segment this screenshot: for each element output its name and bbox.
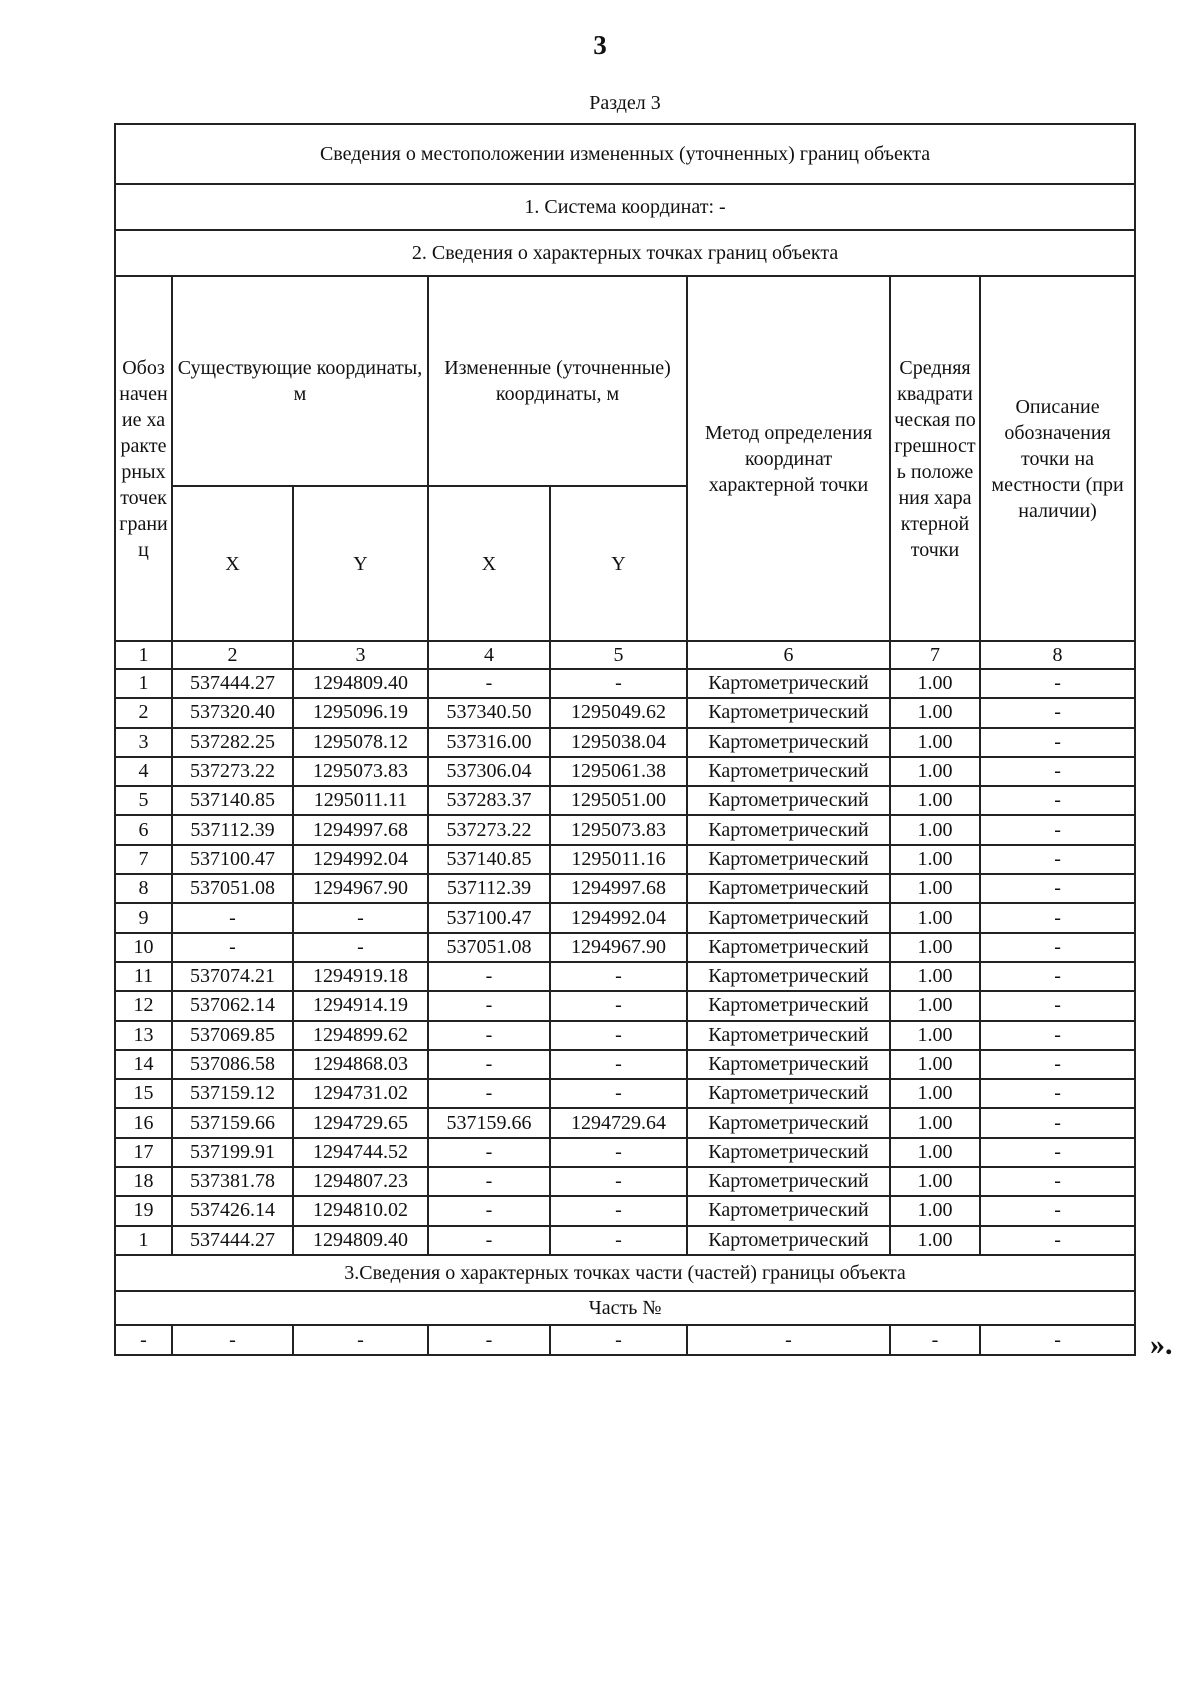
table-cell: 1294997.68 — [293, 815, 428, 844]
table-cell: Картометрический — [687, 1050, 890, 1079]
table-cell: 1295078.12 — [293, 728, 428, 757]
table-row — [115, 845, 1135, 874]
table-cell: 1294868.03 — [293, 1050, 428, 1079]
table-cell: - — [980, 1021, 1135, 1050]
table-cell: 537051.08 — [172, 874, 293, 903]
table-cell: - — [980, 1108, 1135, 1137]
table-cell: - — [428, 991, 550, 1020]
table-cell: - — [428, 962, 550, 991]
table-cell: Картометрический — [687, 991, 890, 1020]
coord-system-line: 1. Система координат: - — [115, 184, 1135, 230]
table-cell: 1295051.00 — [550, 786, 687, 815]
table-cell: 537381.78 — [172, 1167, 293, 1196]
table-cell: - — [980, 903, 1135, 932]
table-cell: Картометрический — [687, 1021, 890, 1050]
table-cell: - — [980, 1226, 1135, 1255]
table-cell: 1 — [115, 1226, 172, 1255]
table-cell: 1.00 — [890, 815, 980, 844]
table-cell: 537069.85 — [172, 1021, 293, 1050]
table-cell: - — [550, 669, 687, 698]
table-cell: Картометрический — [687, 933, 890, 962]
table-cell: 14 — [115, 1050, 172, 1079]
table-cell: - — [980, 815, 1135, 844]
table-cell: - — [980, 728, 1135, 757]
table-cell: - — [428, 1325, 550, 1355]
column-number-row — [115, 641, 1135, 669]
column-number: 6 — [687, 641, 890, 669]
table-cell: 6 — [115, 815, 172, 844]
table-cell: 1294997.68 — [550, 874, 687, 903]
column-number: 1 — [115, 641, 172, 669]
table-cell: - — [980, 1079, 1135, 1108]
table-cell: 1295096.19 — [293, 698, 428, 727]
table-cell: 1.00 — [890, 1050, 980, 1079]
table-cell: 1.00 — [890, 728, 980, 757]
table-cell: - — [890, 1325, 980, 1355]
table-cell: 7 — [115, 845, 172, 874]
table-cell: 537283.37 — [428, 786, 550, 815]
table-cell: - — [428, 1050, 550, 1079]
table-cell: 1.00 — [890, 757, 980, 786]
table-cell: - — [550, 1138, 687, 1167]
table-row — [115, 669, 1135, 698]
table-cell: 537282.25 — [172, 728, 293, 757]
table-cell: Картометрический — [687, 698, 890, 727]
table-cell: 537112.39 — [172, 815, 293, 844]
table-cell: - — [980, 1325, 1135, 1355]
table-cell: 537426.14 — [172, 1196, 293, 1225]
table-cell: 1.00 — [890, 933, 980, 962]
table-cell: - — [980, 933, 1135, 962]
table-cell: 1294914.19 — [293, 991, 428, 1020]
table-row — [115, 962, 1135, 991]
header-changed-x: X — [428, 486, 550, 641]
table-row — [115, 874, 1135, 903]
table-cell: Картометрический — [687, 962, 890, 991]
table-cell: 12 — [115, 991, 172, 1020]
table-cell: 1.00 — [890, 786, 980, 815]
table-title: Сведения о местоположении измененных (уточненных) границ объекта — [115, 124, 1135, 184]
table-cell: - — [428, 1226, 550, 1255]
table-cell: Картометрический — [687, 1138, 890, 1167]
table-cell: 1294992.04 — [293, 845, 428, 874]
table-cell: 1294810.02 — [293, 1196, 428, 1225]
table-cell: 18 — [115, 1167, 172, 1196]
table-cell: Картометрический — [687, 874, 890, 903]
table-cell: 537320.40 — [172, 698, 293, 727]
header-rmse: Средняя квадратическая погрешность положения характерной точки — [890, 276, 980, 641]
table-cell: 11 — [115, 962, 172, 991]
table-cell: - — [428, 1167, 550, 1196]
table-cell: - — [550, 1167, 687, 1196]
table-cell: - — [980, 698, 1135, 727]
table-cell: 537062.14 — [172, 991, 293, 1020]
table-cell: - — [980, 669, 1135, 698]
table-cell: 1.00 — [890, 1108, 980, 1137]
table-cell: - — [550, 1325, 687, 1355]
table-cell: 15 — [115, 1079, 172, 1108]
table-row — [115, 1138, 1135, 1167]
parts-heading: 3.Сведения о характерных точках части (частей) границы объекта — [115, 1255, 1135, 1291]
table-cell: Картометрический — [687, 757, 890, 786]
table-cell: 1294731.02 — [293, 1079, 428, 1108]
column-number: 5 — [550, 641, 687, 669]
table-cell: Картометрический — [687, 903, 890, 932]
table-cell: 1.00 — [890, 874, 980, 903]
table-cell: Картометрический — [687, 1108, 890, 1137]
table-cell: - — [687, 1325, 890, 1355]
table-cell: 1.00 — [890, 669, 980, 698]
table-cell: - — [980, 1138, 1135, 1167]
table-cell: Картометрический — [687, 786, 890, 815]
table-cell: - — [550, 1079, 687, 1108]
header-existing-coords: Существующие координаты, м — [172, 276, 428, 486]
header-point-designation: Обозначение характерных точек границ — [115, 276, 172, 641]
table-cell: 1294967.90 — [293, 874, 428, 903]
table-cell: - — [293, 1325, 428, 1355]
table-cell: - — [980, 786, 1135, 815]
table-cell: Картометрический — [687, 815, 890, 844]
table-cell: - — [550, 991, 687, 1020]
column-number: 4 — [428, 641, 550, 669]
table-cell: - — [980, 845, 1135, 874]
table-cell: - — [980, 874, 1135, 903]
table-cell: - — [172, 933, 293, 962]
column-number: 8 — [980, 641, 1135, 669]
table-cell: 1295073.83 — [293, 757, 428, 786]
table-cell: 10 — [115, 933, 172, 962]
column-number: 7 — [890, 641, 980, 669]
table-cell: 19 — [115, 1196, 172, 1225]
table-cell: - — [428, 669, 550, 698]
table-cell: 1 — [115, 669, 172, 698]
table-cell: 1294809.40 — [293, 669, 428, 698]
table-cell: 537306.04 — [428, 757, 550, 786]
table-row — [115, 1079, 1135, 1108]
table-cell: 537112.39 — [428, 874, 550, 903]
closing-quote-mark: ». — [1150, 1328, 1173, 1361]
table-row — [115, 1021, 1135, 1050]
table-cell: Картометрический — [687, 1196, 890, 1225]
table-cell: 537340.50 — [428, 698, 550, 727]
table-cell: 17 — [115, 1138, 172, 1167]
table-cell: Картометрический — [687, 1167, 890, 1196]
table-cell: 537140.85 — [172, 786, 293, 815]
table-cell: 1.00 — [890, 962, 980, 991]
header-description: Описание обозначения точки на местности (при наличии) — [980, 276, 1135, 641]
header-existing-x: X — [172, 486, 293, 641]
table-cell: 1294729.64 — [550, 1108, 687, 1137]
table-row — [115, 933, 1135, 962]
table-cell: - — [172, 903, 293, 932]
table-row — [115, 815, 1135, 844]
table-cell: 1.00 — [890, 1167, 980, 1196]
table-cell: 537273.22 — [172, 757, 293, 786]
table-cell: 537074.21 — [172, 962, 293, 991]
table-cell: - — [293, 903, 428, 932]
page-number: 3 — [593, 30, 607, 60]
table-cell: 1295011.11 — [293, 786, 428, 815]
table-cell: - — [428, 1196, 550, 1225]
table-cell: 537140.85 — [428, 845, 550, 874]
table-cell: Картометрический — [687, 845, 890, 874]
table-cell: 1294919.18 — [293, 962, 428, 991]
table-cell: 9 — [115, 903, 172, 932]
table-cell: - — [980, 1167, 1135, 1196]
table-cell: 5 — [115, 786, 172, 815]
table-cell: 1.00 — [890, 1021, 980, 1050]
table-row — [115, 903, 1135, 932]
table-cell: 1294729.65 — [293, 1108, 428, 1137]
column-number: 3 — [293, 641, 428, 669]
table-cell: - — [980, 991, 1135, 1020]
table-cell: 537444.27 — [172, 1226, 293, 1255]
table-cell: - — [172, 1325, 293, 1355]
header-changed-y: Y — [550, 486, 687, 641]
table-cell: 1294809.40 — [293, 1226, 428, 1255]
table-cell: 16 — [115, 1108, 172, 1137]
table-cell: 1294992.04 — [550, 903, 687, 932]
table-cell: 537159.66 — [172, 1108, 293, 1137]
table-cell: - — [980, 1196, 1135, 1225]
table-row — [115, 698, 1135, 727]
table-row — [115, 991, 1135, 1020]
table-cell: 1295038.04 — [550, 728, 687, 757]
table-cell: - — [428, 1138, 550, 1167]
table-row — [115, 1196, 1135, 1225]
table-cell: 1.00 — [890, 698, 980, 727]
table-cell: 1295011.16 — [550, 845, 687, 874]
table-cell: 537273.22 — [428, 815, 550, 844]
table-cell: 2 — [115, 698, 172, 727]
table-cell: 537086.58 — [172, 1050, 293, 1079]
table-cell: - — [980, 962, 1135, 991]
table-cell: - — [550, 1226, 687, 1255]
header-changed-coords: Измененные (уточненные) координаты, м — [428, 276, 687, 486]
table-cell: 8 — [115, 874, 172, 903]
table-cell: 1.00 — [890, 903, 980, 932]
part-empty-row — [115, 1325, 1135, 1355]
table-cell: - — [550, 1196, 687, 1225]
column-number: 2 — [172, 641, 293, 669]
table-row — [115, 1050, 1135, 1079]
table-cell: 3 — [115, 728, 172, 757]
table-cell: - — [428, 1079, 550, 1108]
table-cell: 537316.00 — [428, 728, 550, 757]
table-cell: 1294899.62 — [293, 1021, 428, 1050]
table-cell: 1295061.38 — [550, 757, 687, 786]
points-heading: 2. Сведения о характерных точках границ объекта — [115, 230, 1135, 276]
table-row — [115, 757, 1135, 786]
table-cell: - — [980, 1050, 1135, 1079]
table-cell: 537199.91 — [172, 1138, 293, 1167]
table-cell: 537100.47 — [172, 845, 293, 874]
table-cell: 1.00 — [890, 1079, 980, 1108]
table-cell: 1.00 — [890, 1196, 980, 1225]
table-cell: 537051.08 — [428, 933, 550, 962]
table-cell: 1.00 — [890, 1226, 980, 1255]
table-cell: - — [115, 1325, 172, 1355]
table-cell: - — [550, 962, 687, 991]
table-cell: 537100.47 — [428, 903, 550, 932]
table-cell: - — [550, 1050, 687, 1079]
table-cell: 4 — [115, 757, 172, 786]
table-cell: - — [293, 933, 428, 962]
table-cell: Картометрический — [687, 728, 890, 757]
table-row — [115, 1226, 1135, 1255]
table-row — [115, 728, 1135, 757]
table-cell: 1295073.83 — [550, 815, 687, 844]
table-cell: 1.00 — [890, 845, 980, 874]
table-cell: 1294967.90 — [550, 933, 687, 962]
boundary-points-table — [114, 123, 1136, 1356]
table-row — [115, 1108, 1135, 1137]
table-cell: Картометрический — [687, 669, 890, 698]
table-cell: 537159.66 — [428, 1108, 550, 1137]
table-cell: Картометрический — [687, 1226, 890, 1255]
table-row — [115, 1167, 1135, 1196]
table-cell: 1295049.62 — [550, 698, 687, 727]
table-cell: 13 — [115, 1021, 172, 1050]
table-cell: - — [428, 1021, 550, 1050]
table-cell: 537159.12 — [172, 1079, 293, 1108]
table-cell: 1294807.23 — [293, 1167, 428, 1196]
section-label: Раздел 3 — [589, 92, 661, 114]
table-cell: - — [550, 1021, 687, 1050]
part-number-label: Часть № — [115, 1291, 1135, 1325]
table-cell: 1.00 — [890, 991, 980, 1020]
table-cell: 1.00 — [890, 1138, 980, 1167]
header-existing-y: Y — [293, 486, 428, 641]
table-cell: Картометрический — [687, 1079, 890, 1108]
table-cell: 1294744.52 — [293, 1138, 428, 1167]
table-cell: 537444.27 — [172, 669, 293, 698]
table-row — [115, 786, 1135, 815]
table-cell: - — [980, 757, 1135, 786]
header-method: Метод определения координат характерной точки — [687, 276, 890, 641]
